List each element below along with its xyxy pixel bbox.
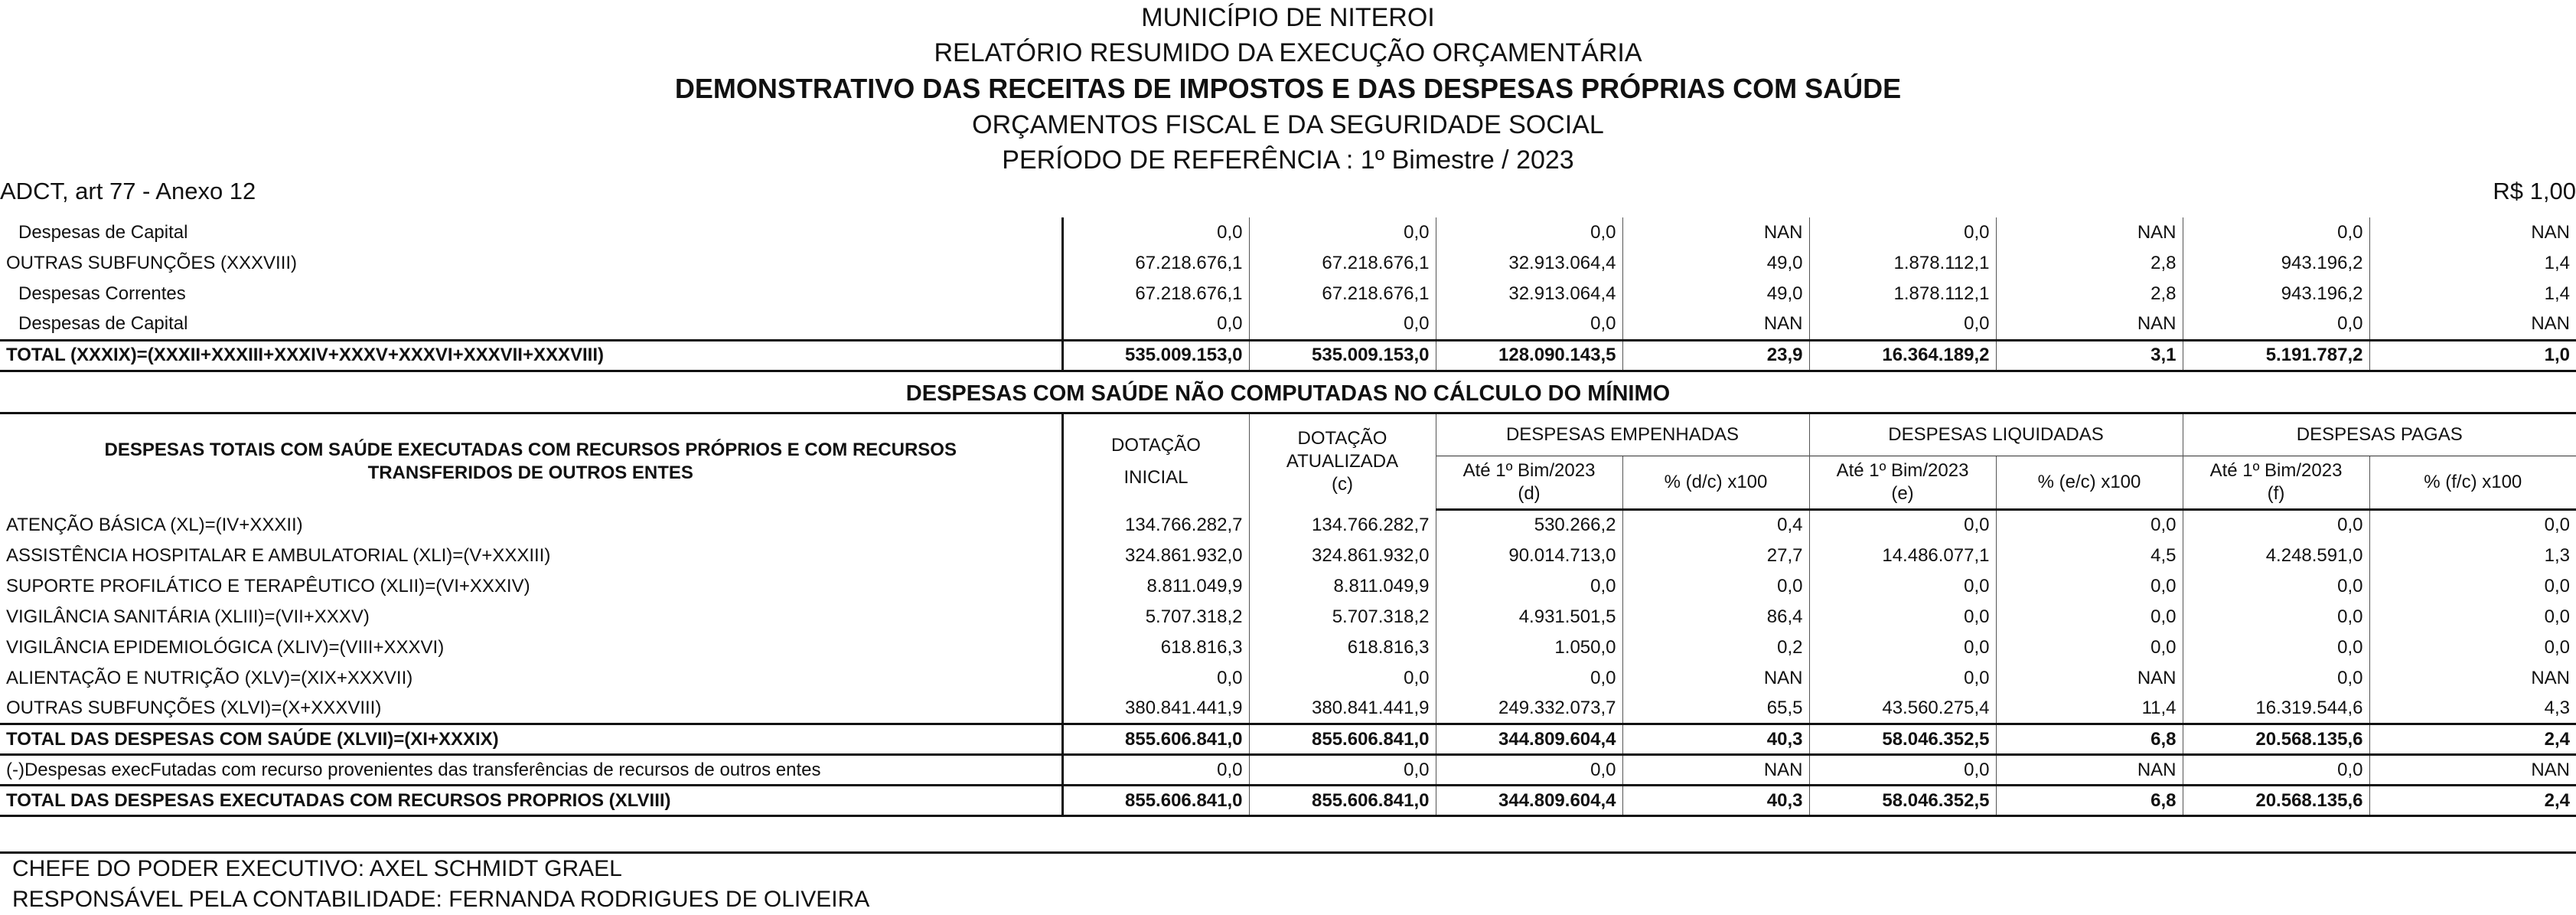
value-cell: 67.218.676,1	[1062, 279, 1249, 309]
value-cell: NAN	[1996, 309, 2183, 340]
value-cell: 58.046.352,5	[1809, 724, 1996, 755]
pagas-header: DESPESAS PAGAS	[2183, 413, 2576, 456]
legal-reference: ADCT, art 77 - Anexo 12	[0, 178, 256, 204]
value-cell: 855.606.841,0	[1249, 786, 1436, 816]
value-cell: NAN	[1996, 755, 2183, 786]
value-cell: 0,0	[1436, 755, 1622, 786]
value-cell: 0,0	[2183, 602, 2369, 632]
value-cell: 32.913.064,4	[1436, 248, 1622, 279]
value-cell: 5.707.318,2	[1249, 602, 1436, 632]
value-cell: NAN	[1996, 663, 2183, 694]
value-cell: 4.248.591,0	[2183, 541, 2369, 571]
value-cell: 0,0	[1809, 217, 1996, 248]
value-cell: 40,3	[1622, 724, 1809, 755]
value-cell: 0,0	[1062, 755, 1249, 786]
value-cell: 0,0	[1436, 663, 1622, 694]
budget-title: ORÇAMENTOS FISCAL E DA SEGURIDADE SOCIAL	[972, 110, 1604, 139]
value-cell: 4,3	[2369, 694, 2576, 724]
value-cell: 1,3	[2369, 541, 2576, 571]
value-cell: 67.218.676,1	[1062, 248, 1249, 279]
value-cell: 4,5	[1996, 541, 2183, 571]
sub-header-bar	[0, 178, 2576, 211]
table-row	[0, 755, 2576, 786]
accountant: RESPONSÁVEL PELA CONTABILIDADE: FERNANDA RODRIGUES DE OLIVEIRA	[12, 887, 870, 912]
value-cell: 0,0	[1062, 309, 1249, 340]
value-cell: 0,4	[1622, 510, 1809, 541]
row-label: VIGILÂNCIA EPIDEMIOLÓGICA (XLIV)=(VIII+XXXVI)	[6, 636, 445, 658]
value-cell: 20.568.135,6	[2183, 724, 2369, 755]
table-row	[0, 724, 2576, 755]
value-cell: 90.014.713,0	[1436, 541, 1622, 571]
description-header: DESPESAS TOTAIS COM SAÚDE EXECUTADAS COM RECURSOS PRÓPRIOS E COM RECURSOS TRANSFERIDOS DE OUTROS ENTES	[104, 440, 957, 484]
value-cell: 2,8	[1996, 279, 2183, 309]
value-cell: 0,0	[1622, 571, 1809, 602]
value-cell: 0,0	[2183, 309, 2369, 340]
value-cell: 0,0	[1809, 755, 1996, 786]
value-cell: 0,0	[1249, 217, 1436, 248]
value-cell: 0,0	[1996, 571, 2183, 602]
row-label: OUTRAS SUBFUNÇÕES (XXXVIII)	[6, 253, 298, 273]
value-cell: NAN	[2369, 755, 2576, 786]
value-cell: 49,0	[1622, 279, 1809, 309]
currency-unit: R$ 1,00	[2493, 178, 2576, 204]
value-cell: 1.878.112,1	[1809, 248, 1996, 279]
value-cell: 134.766.282,7	[1249, 510, 1436, 541]
row-label: Despesas de Capital	[18, 222, 188, 243]
row-label: ALIENTAÇÃO E NUTRIÇÃO (XLV)=(XIX+XXXVII)	[6, 667, 413, 688]
value-cell: NAN	[2369, 309, 2576, 340]
value-cell: 324.861.932,0	[1249, 541, 1436, 571]
value-cell: 943.196,2	[2183, 279, 2369, 309]
value-cell: 27,7	[1622, 541, 1809, 571]
value-cell: 16.319.544,6	[2183, 694, 2369, 724]
value-cell: 0,0	[2183, 571, 2369, 602]
value-cell: NAN	[1996, 217, 2183, 248]
value-cell: 67.218.676,1	[1249, 279, 1436, 309]
value-cell: 6,8	[1996, 724, 2183, 755]
value-cell: 128.090.143,5	[1436, 340, 1622, 371]
row-label: OUTRAS SUBFUNÇÕES (XLVI)=(X+XXXVIII)	[6, 697, 382, 718]
table-row	[0, 309, 2576, 340]
value-cell: 0,0	[1809, 571, 1996, 602]
value-cell: 618.816,3	[1062, 632, 1249, 663]
signature-footer	[0, 851, 2576, 915]
row-label: Despesas Correntes	[18, 283, 186, 304]
value-cell: 43.560.275,4	[1809, 694, 1996, 724]
value-cell: 2,8	[1996, 248, 2183, 279]
executive-chief: CHEFE DO PODER EXECUTIVO: AXEL SCHMIDT GRAEL	[12, 856, 622, 881]
value-cell: 0,0	[1809, 602, 1996, 632]
health-expense-table	[0, 412, 2576, 817]
value-cell: 0,0	[1249, 755, 1436, 786]
value-cell: 380.841.441,9	[1062, 694, 1249, 724]
value-cell: 618.816,3	[1249, 632, 1436, 663]
value-cell: 855.606.841,0	[1062, 724, 1249, 755]
value-cell: 4.931.501,5	[1436, 602, 1622, 632]
value-cell: 20.568.135,6	[2183, 786, 2369, 816]
report-header	[0, 0, 2576, 178]
pagas-until-header: Até 1º Bim/2023 (f)	[2183, 456, 2369, 510]
dotacao-inicial-header: DOTAÇÃO INICIAL	[1062, 413, 1249, 510]
value-cell: NAN	[2369, 217, 2576, 248]
value-cell: 0,0	[2369, 571, 2576, 602]
value-cell: 32.913.064,4	[1436, 279, 1622, 309]
section-title: DESPESAS COM SAÚDE NÃO COMPUTADAS NO CÁLCULO DO MÍNIMO	[905, 381, 1671, 406]
row-label: (-)Despesas execFutadas com recurso provenientes das transferências de recursos de outros entes	[6, 759, 821, 780]
value-cell: 1,4	[2369, 248, 2576, 279]
value-cell: 6,8	[1996, 786, 2183, 816]
table-row	[0, 786, 2576, 816]
value-cell: 0,0	[2369, 510, 2576, 541]
value-cell: 0,0	[1436, 571, 1622, 602]
value-cell: 1,0	[2369, 340, 2576, 371]
value-cell: 0,0	[1436, 217, 1622, 248]
value-cell: 0,0	[1249, 663, 1436, 694]
value-cell: 40,3	[1622, 786, 1809, 816]
value-cell: 855.606.841,0	[1249, 724, 1436, 755]
value-cell: 344.809.604,4	[1436, 786, 1622, 816]
table-row	[0, 510, 2576, 541]
dotacao-atualizada-header: DOTAÇÃO ATUALIZADA (c)	[1249, 413, 1436, 510]
value-cell: 535.009.153,0	[1249, 340, 1436, 371]
top-expense-table	[0, 217, 2576, 372]
row-label: ATENÇÃO BÁSICA (XL)=(IV+XXXII)	[6, 514, 303, 535]
value-cell: 0,0	[2369, 602, 2576, 632]
value-cell: 2,4	[2369, 786, 2576, 816]
table-row	[0, 541, 2576, 571]
pct-dc-header: % (d/c) x100	[1622, 456, 1809, 510]
value-cell: 67.218.676,1	[1249, 248, 1436, 279]
value-cell: 5.191.787,2	[2183, 340, 2369, 371]
value-cell: 0,0	[1436, 309, 1622, 340]
value-cell: 0,0	[1996, 602, 2183, 632]
value-cell: 0,0	[2183, 663, 2369, 694]
value-cell: 58.046.352,5	[1809, 786, 1996, 816]
value-cell: 0,0	[1809, 510, 1996, 541]
empenhadas-until-header: Até 1º Bim/2023 (d)	[1436, 456, 1622, 510]
table-row	[0, 663, 2576, 694]
value-cell: 1,4	[2369, 279, 2576, 309]
value-cell: 134.766.282,7	[1062, 510, 1249, 541]
value-cell: 0,0	[1062, 663, 1249, 694]
row-label: Despesas de Capital	[18, 313, 188, 335]
table-row	[0, 571, 2576, 602]
period-title: PERÍODO DE REFERÊNCIA : 1º Bimestre / 2023	[1002, 145, 1574, 175]
value-cell: 3,1	[1996, 340, 2183, 371]
value-cell: 0,0	[2183, 510, 2369, 541]
table-row	[0, 217, 2576, 248]
value-cell: NAN	[1622, 755, 1809, 786]
municipality-title: MUNICÍPIO DE NITEROI	[1141, 3, 1435, 32]
value-cell: 0,0	[2183, 632, 2369, 663]
value-cell: NAN	[2369, 663, 2576, 694]
value-cell: 2,4	[2369, 724, 2576, 755]
value-cell: 0,0	[1062, 217, 1249, 248]
value-cell: 5.707.318,2	[1062, 602, 1249, 632]
table-row	[0, 602, 2576, 632]
value-cell: 249.332.073,7	[1436, 694, 1622, 724]
table-row	[0, 279, 2576, 309]
value-cell: 1.050,0	[1436, 632, 1622, 663]
value-cell: 943.196,2	[2183, 248, 2369, 279]
value-cell: 0,0	[2369, 632, 2576, 663]
table-row	[0, 340, 2576, 371]
value-cell: 0,0	[1996, 632, 2183, 663]
pct-ec-header: % (e/c) x100	[1996, 456, 2183, 510]
liquidadas-header: DESPESAS LIQUIDADAS	[1809, 413, 2183, 456]
pct-fc-header: % (f/c) x100	[2369, 456, 2576, 510]
liquidadas-until-header: Até 1º Bim/2023 (e)	[1809, 456, 1996, 510]
value-cell: 0,0	[1809, 309, 1996, 340]
value-cell: 23,9	[1622, 340, 1809, 371]
value-cell: 0,0	[2183, 755, 2369, 786]
value-cell: 855.606.841,0	[1062, 786, 1249, 816]
value-cell: 8.811.049,9	[1062, 571, 1249, 602]
value-cell: 49,0	[1622, 248, 1809, 279]
table-row	[0, 248, 2576, 279]
value-cell: 535.009.153,0	[1062, 340, 1249, 371]
row-label: VIGILÂNCIA SANITÁRIA (XLIII)=(VII+XXXV)	[6, 606, 370, 627]
value-cell: 530.266,2	[1436, 510, 1622, 541]
empenhadas-header: DESPESAS EMPENHADAS	[1436, 413, 1809, 456]
row-label: TOTAL DAS DESPESAS COM SAÚDE (XLVII)=(XI+XXXIX)	[0, 724, 1062, 755]
value-cell: 65,5	[1622, 694, 1809, 724]
row-label: SUPORTE PROFILÁTICO E TERAPÊUTICO (XLII)=(VI+XXXIV)	[6, 575, 530, 596]
statement-title: DEMONSTRATIVO DAS RECEITAS DE IMPOSTOS E DAS DESPESAS PRÓPRIAS COM SAÚDE	[674, 73, 1902, 104]
value-cell: 86,4	[1622, 602, 1809, 632]
report-title: RELATÓRIO RESUMIDO DA EXECUÇÃO ORÇAMENTÁRIA	[934, 38, 1642, 67]
value-cell: 324.861.932,0	[1062, 541, 1249, 571]
value-cell: 344.809.604,4	[1436, 724, 1622, 755]
value-cell: NAN	[1622, 217, 1809, 248]
row-label: TOTAL DAS DESPESAS EXECUTADAS COM RECURSOS PROPRIOS (XLVIII)	[0, 786, 1062, 816]
value-cell: 0,0	[2183, 217, 2369, 248]
value-cell: 0,0	[1809, 632, 1996, 663]
value-cell: 8.811.049,9	[1249, 571, 1436, 602]
table-row	[0, 694, 2576, 724]
row-label: TOTAL (XXXIX)=(XXXII+XXXIII+XXXIV+XXXV+XXXVI+XXXVII+XXXVIII)	[0, 340, 1062, 371]
value-cell: 14.486.077,1	[1809, 541, 1996, 571]
value-cell: 1.878.112,1	[1809, 279, 1996, 309]
value-cell: NAN	[1622, 309, 1809, 340]
value-cell: 0,2	[1622, 632, 1809, 663]
row-label: ASSISTÊNCIA HOSPITALAR E AMBULATORIAL (XLI)=(V+XXXIII)	[6, 544, 551, 566]
value-cell: 11,4	[1996, 694, 2183, 724]
value-cell: 380.841.441,9	[1249, 694, 1436, 724]
value-cell: 16.364.189,2	[1809, 340, 1996, 371]
table-row	[0, 632, 2576, 663]
value-cell: NAN	[1622, 663, 1809, 694]
value-cell: 0,0	[1809, 663, 1996, 694]
value-cell: 0,0	[1249, 309, 1436, 340]
value-cell: 0,0	[1996, 510, 2183, 541]
